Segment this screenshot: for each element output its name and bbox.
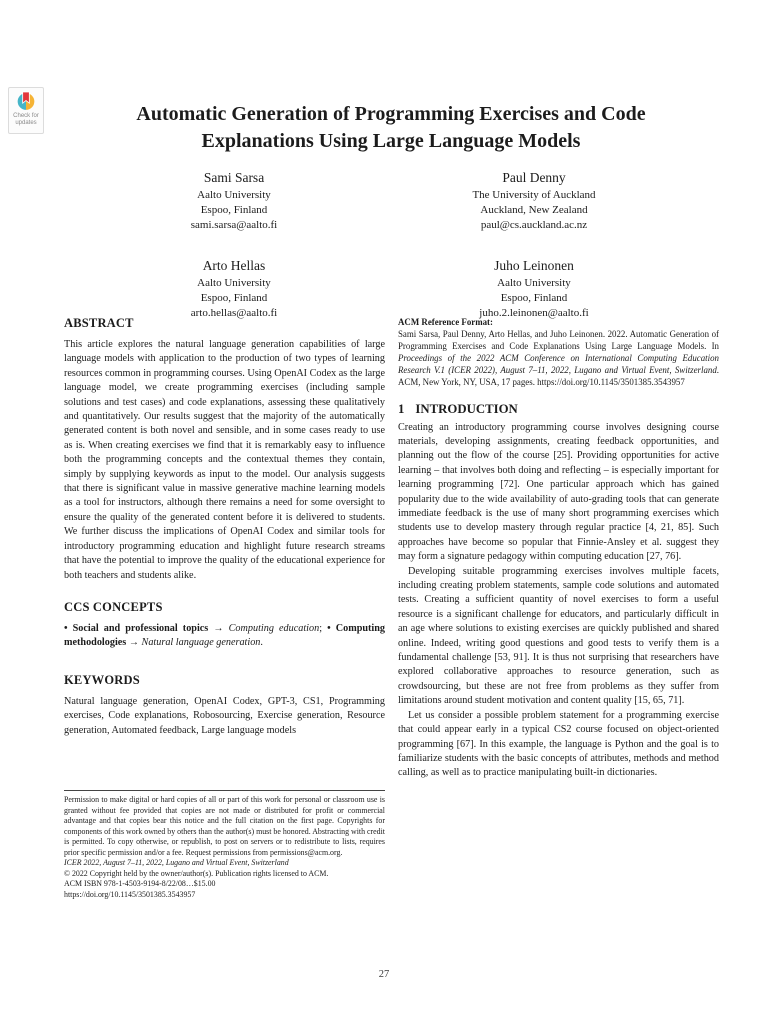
author-affiliation: Aalto University [497,277,571,290]
section-number: 1 [398,401,405,416]
acm-reference-heading: ACM Reference Format: [398,317,493,327]
author-location: Espoo, Finland [200,292,268,305]
authors-grid [84,169,684,321]
acm-reference-text: Sami Sarsa, Paul Denny, Arto Hellas, and Juho Leinonen. 2022. Automatic Generation of Programming Exercises and Code Explanations Using Large Language Models. In Proceedings of the 2022 ACM Conference on International Computing Education Research V.1 (ICER 2022), August 7–11, 2022, Lugano and Virtual Event, Switzerland. ACM, New York, NY, USA, 17 pages. https://doi.org/10.1145/3501385.3543957 [398,329,719,388]
right-column [398,316,719,781]
author-email: sami.sarsa@aalto.fi [190,218,278,231]
crossmark-label: Check for updates [13,113,39,126]
author-affiliation: Aalto University [197,189,271,201]
author-email: paul@cs.auckland.ac.nz [480,218,588,231]
author-location: Espoo, Finland [200,203,268,216]
author-location: Auckland, New Zealand [480,203,588,216]
left-column [64,316,385,738]
author-block-sami-sarsa [84,169,384,232]
conference-citation-line: ICER 2022, August 7–11, 2022, Lugano and Virtual Event, Switzerland [64,858,289,867]
author-email: juho.2.leinonen@aalto.fi [479,306,589,319]
acm-reference-block [398,316,719,389]
author-name: Arto Hellas [202,258,266,274]
section-title: INTRODUCTION [415,401,518,416]
author-block-juho-leinonen [384,257,684,320]
paper-title [64,101,718,155]
copyright-line: © 2022 Copyright held by the owner/author(s). Publication rights licensed to ACM. [64,868,329,878]
intro-paragraph-1: Creating an introductory programming course involves designing course materials, developing assignments, creating feedback opportunities, and planning out the flow of the course [25]. Providing opportunities for active learning – that involves both doing and reflecting – is especially important for learning programming [72]. One particular approach which has gained popularity due to the wide availability of auto-grading tools that can generate immediate feedback is the use of many short programming exercises which students use to develop mastery through regular practice [4, 21, 85]. Such approaches have become so popular that Finnie-Ansley et al. suggest they may form a signature pedagogy within computing education [27, 76]. [398,421,719,563]
intro-paragraph-2: Developing suitable programming exercises involves multiple facets, including creating problem statements, sample code solutions and automated tests. Creating a sufficient quantity of novel exercises to form a useful resource is a significant challenge for educators, and particularly difficult in an age where solutions to existing exercises are quickly published and shared online. Indeed, writing good questions and good tests to verify them is a fundamental challenge [53, 91]. It is thus not surprising that researchers have explored collaborative approaches to resource generation, such as crowdsourcing, but these are not free from problems as they suffer from limitations around student motivation and content quality [15, 65, 71]. [398,565,719,707]
intro-paragraph-3: Let us consider a possible problem statement for a programming exercise that could appear early in a typical CS2 course focused on object-oriented programming [67]. In this example, the language is Python and the goal is to familiarize students with the basic concepts of attributes, methods and method calling, as well as to practice manipulating built-in dictionaries. [398,709,719,779]
crossmark-icon [16,91,36,112]
paper-title-line-2: Explanations Using Large Language Models [201,130,581,152]
abstract-text: This article explores the natural language generation capabilities of large language models with application to the production of two types of learning resources common in programming courses. Using OpenAI Codex as the large language model, we create programming exercises (including sample solutions and test cases) and code explanations, assessing these qualitatively and quantitatively. Our results suggest that the majority of the automatically generated content is both novel and sensible, and in some cases ready to use as is. When creating exercises we find that it is remarkably easy to influence both the programming concepts and the contextual themes they contain, simply by supplying keywords as input to the model. Our analysis suggests that there is significant value in massive generative machine learning models as a tool for instructors, although there remains a need for some oversight to ensure the quality of the generated content before it is delivered to students. We further discuss the implications of OpenAI Codex and similar tools for introductory programming education and highlight future research streams that have the potential to improve the quality of the educational experience for both teachers and students alike. [64,339,385,581]
ccs-heading: CCS CONCEPTS [64,599,163,614]
keywords-heading: KEYWORDS [64,672,140,687]
author-block-paul-denny [384,169,684,232]
author-email: arto.hellas@aalto.fi [190,306,278,319]
crossmark-badge[interactable] [8,87,44,134]
abstract-heading: ABSTRACT [64,316,134,330]
author-affiliation: Aalto University [197,277,271,290]
author-name: Juho Leinonen [494,258,574,274]
author-name: Paul Denny [502,170,566,185]
doi-link: https://doi.org/10.1145/3501385.3543957 [64,889,196,899]
footnote-block [64,790,385,900]
author-affiliation: The University of Auckland [472,189,596,201]
introduction-heading [398,402,719,417]
keywords-text: Natural language generation, OpenAI Codex, GPT-3, CS1, Programming exercises, Code explanations, Robosourcing, Exercise generation, Resource generation, Automated feedback, Large language models [64,695,385,736]
ccs-text: • Social and professional topics → Computing education; • Computing methodologies → Natural language generation. [64,622,386,649]
isbn-line: ACM ISBN 978-1-4503-9194-8/22/08…$15.00 [64,879,216,888]
page-number: 27 [378,969,390,980]
paper-title-line-1: Automatic Generation of Programming Exercises and Code [136,103,646,125]
author-block-arto-hellas [84,257,384,320]
permission-statement: Permission to make digital or hard copies of all or part of this work for personal or classroom use is granted without fee provided that copies are not made or distributed for profit or commercial advantage and that copies bear this notice and the full citation on the first page. Copyrights for components of this work owned by others than the author(s) must be honored. Abstracting with credit is permitted. To copy otherwise, or republish, to post on servers or to redistribute to lists, requires prior specific permission and/or a fee. Request permissions from permissions@acm.org. [64,795,385,857]
author-name: Sami Sarsa [203,170,265,185]
author-location: Espoo, Finland [500,292,568,305]
introduction-section [398,402,719,781]
